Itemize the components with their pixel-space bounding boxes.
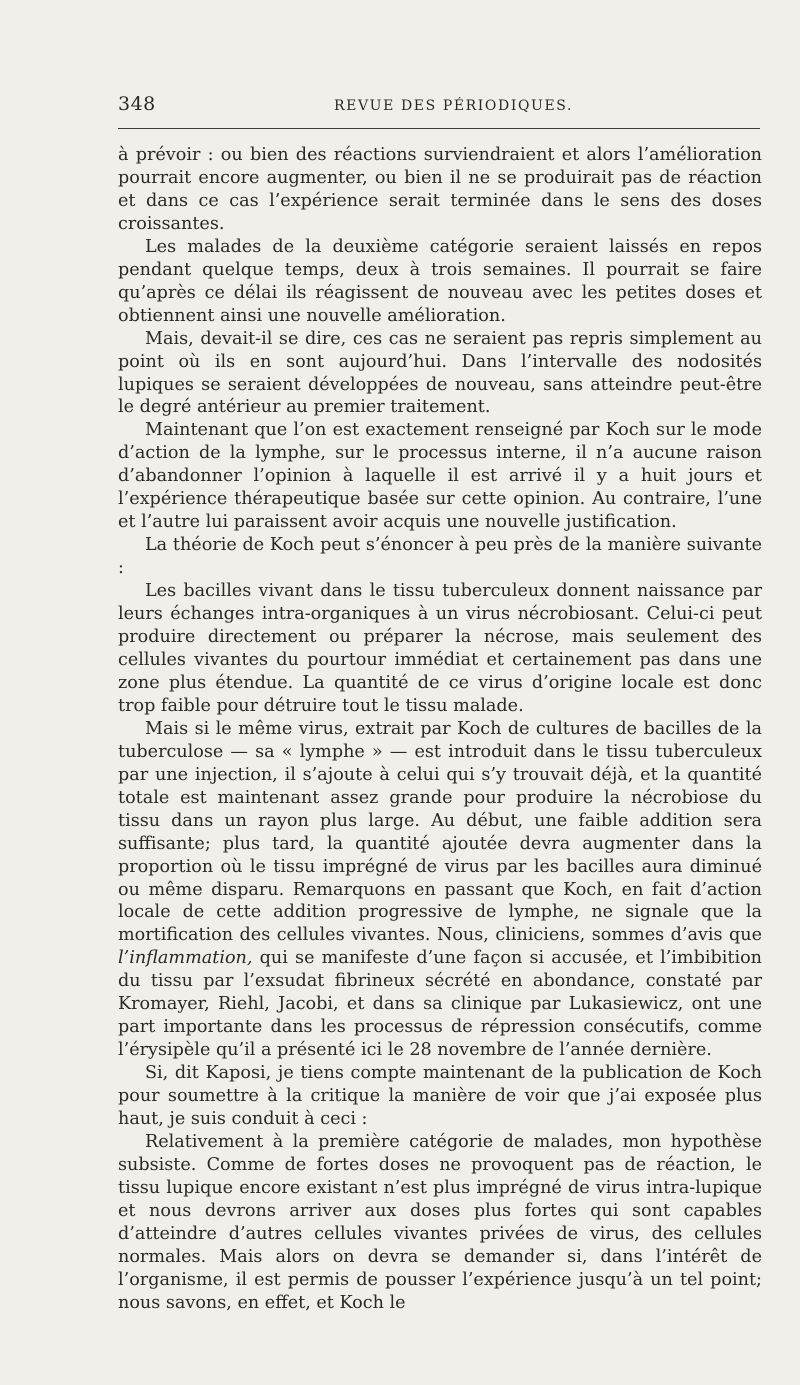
paragraph: Mais, devait-il se dire, ces cas ne seraient pas repris simplement au point où ils en sont aujourd’hui. Dans l’intervalle des nodosités lupiques se seraient développées de nouveau, sans atteindre peut-être le degré antérieur au premier traitement. [118, 328, 762, 418]
paragraph: Maintenant que l’on est exactement renseigné par Koch sur le mode d’action de la lymphe, sur le processus interne, il n’a aucune raison d’abandonner l’opinion à laquelle il est arrivé il y a huit jours et l’expérience thérapeutique basée sur cette opinion. Au contraire, l’une et l’autre lui paraissent avoir acquis une nouvelle justification. [118, 420, 762, 533]
header-rule [118, 128, 760, 129]
paragraph-text: Mais si le même virus, extrait par Koch de cultures de bacilles de la tuberculose — sa « lymphe » — est introduit dans le tissu tuberculeux par une injection, il s’ajoute à celui qui s’y trouvait déjà, et la quantité totale est maintenant assez grande pour produire la nécrobiose du tissu dans un rayon plus large. Au début, une faible addition sera suffisante; plus tard, la quantité ajoutée devra augmenter dans la proportion où le tissu imprégné de virus par les bacilles aura diminué ou même disparu. Remarquons en passant que Koch, en fait d’action locale de cette addition progressive de lymphe, ne signale que la mortification des cellules vivantes. Nous, cliniciens, sommes d’avis que [118, 718, 762, 946]
paragraph: Relativement à la première catégorie de malades, mon hypothèse subsiste. Comme de fortes doses ne provoquent pas de réaction, le tissu lupique encore existant n’est plus imprégné de virus intra-lupique et nous devrons arriver aux doses plus fortes qui sont capables d’atteindre d’autres cellules vivantes privées de virus, des cellules normales. Mais alors on devra se demander si, dans l’intérêt de l’organisme, il est permis de pousser l’expérience jusqu’à un tel point; nous savons, en effet, et Koch le [118, 1131, 762, 1313]
running-title: REVUE DES PÉRIODIQUES. [334, 98, 574, 114]
paragraph: Les bacilles vivant dans le tissu tuberculeux donnent naissance par leurs échanges intra-organiques à un virus nécrobiosant. Celui-ci peut produire directement ou préparer la nécrose, mais seulement des cellules vivantes du pourtour immédiat et certainement pas dans une zone plus étendue. La quantité de ce virus d’origine locale est donc trop faible pour détruire tout le tissu malade. [118, 581, 762, 716]
paragraph: La théorie de Koch peut s’énoncer à peu près de la manière suivante : [118, 535, 762, 579]
article-body [118, 144, 762, 1315]
paragraph: Si, dit Kaposi, je tiens compte maintenant de la publication de Koch pour soumettre à la critique la manière de voir que j’ai exposée plus haut, je suis conduit à ceci : [118, 1063, 762, 1130]
page-number: 348 [118, 93, 156, 115]
paragraph-text: qui se manifeste d’une façon si accusée, et l’imbibition du tissu par l’exsudat fibrineux sécrété en abondance, constaté par Kromayer, Riehl, Jacobi, et dans sa clinique par Lukasiewicz, ont une part importante dans les processus de répression consécutifs, comme l’érysipèle qu’il a présenté ici le 28 novembre de l’année dernière. [118, 948, 762, 1061]
paragraph [118, 718, 762, 1062]
italic-term: l’inflammation, [118, 948, 253, 969]
page-header [118, 92, 762, 116]
paragraph: à prévoir : ou bien des réactions surviendraient et alors l’amélioration pourrait encore augmenter, ou bien il ne se produirait pas de réaction et dans ce cas l’expérience serait terminée dans le sens des doses croissantes. [118, 145, 762, 234]
paragraph: Les malades de la deuxième catégorie seraient laissés en repos pendant quelque temps, deux à trois semaines. Il pourrait se faire qu’après ce délai ils réagissent de nouveau avec les petites doses et obtiennent ainsi une nouvelle amélioration. [118, 236, 762, 326]
